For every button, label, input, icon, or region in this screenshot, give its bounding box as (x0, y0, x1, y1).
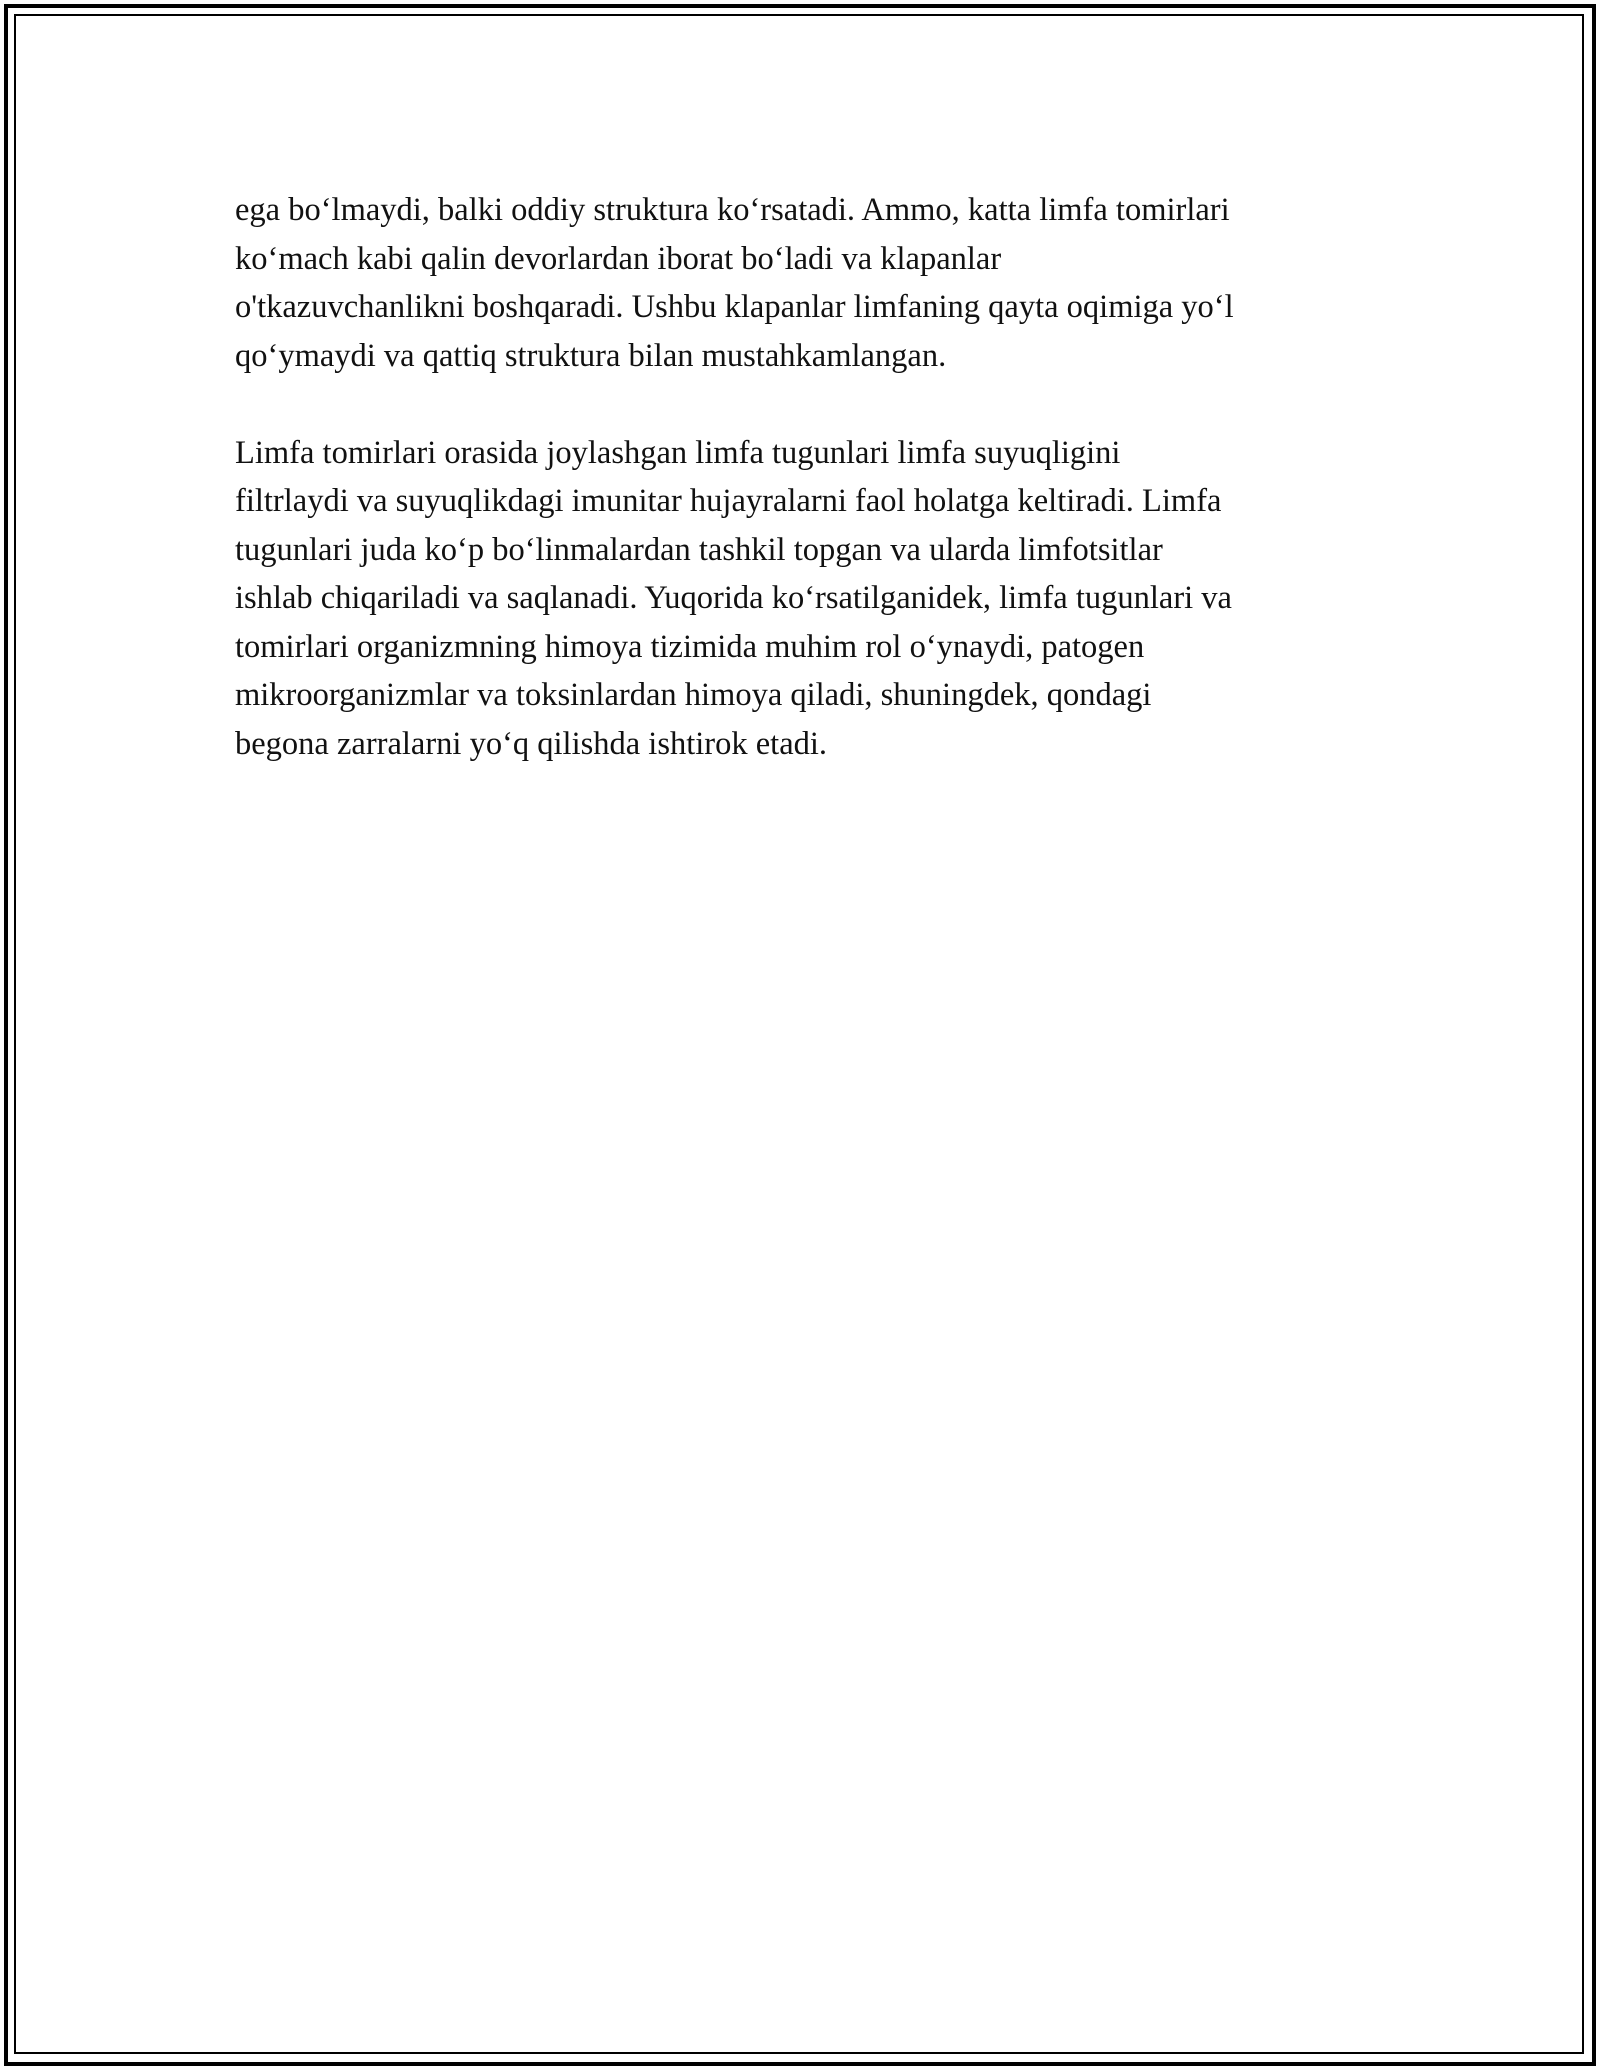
paragraph-line: ega bo‘lmaydi, balki oddiy struktura ko‘rsatadi. Ammo, katta limfa tomirlari (235, 192, 1230, 228)
paragraph-lymph-nodes (235, 429, 1395, 769)
paragraph-line: tomirlari organizmning himoya tizimida muhim rol o‘ynaydi, patogen (235, 628, 1145, 665)
paragraph-line: mikroorganizmlar va toksinlardan himoya qiladi, shuningdek, qondagi (235, 677, 1152, 713)
paragraph-line: tugunlari juda ko‘p bo‘linmalardan tashkil topgan va ularda limfotsitlar (235, 531, 1163, 568)
paragraph-line: filtrlaydi va suyuqlikdagi imunitar hujayralarni faol holatga keltiradi. Limfa (235, 483, 1222, 519)
paragraph-lymph-vessels (235, 186, 1395, 380)
paragraph-line: begona zarralarni yo‘q qilishda ishtirok etadi. (235, 725, 828, 762)
paragraph-line: ko‘mach kabi qalin devorlardan iborat bo‘ladi va klapanlar (235, 240, 1002, 277)
document-body (235, 186, 1395, 817)
paragraph-line: ishlab chiqariladi va saqlanadi. Yuqorida ko‘rsatilganidek, limfa tugunlari va (235, 580, 1232, 616)
paragraph-line: Limfa tomirlari orasida joylashgan limfa tugunlari limfa suyuqligini (235, 434, 1121, 471)
paragraph-line: qo‘ymaydi va qattiq struktura bilan mustahkamlangan. (235, 337, 947, 374)
paragraph-line: o'tkazuvchanlikni boshqaradi. Ushbu klapanlar limfaning qayta oqimiga yo‘l (235, 289, 1234, 325)
